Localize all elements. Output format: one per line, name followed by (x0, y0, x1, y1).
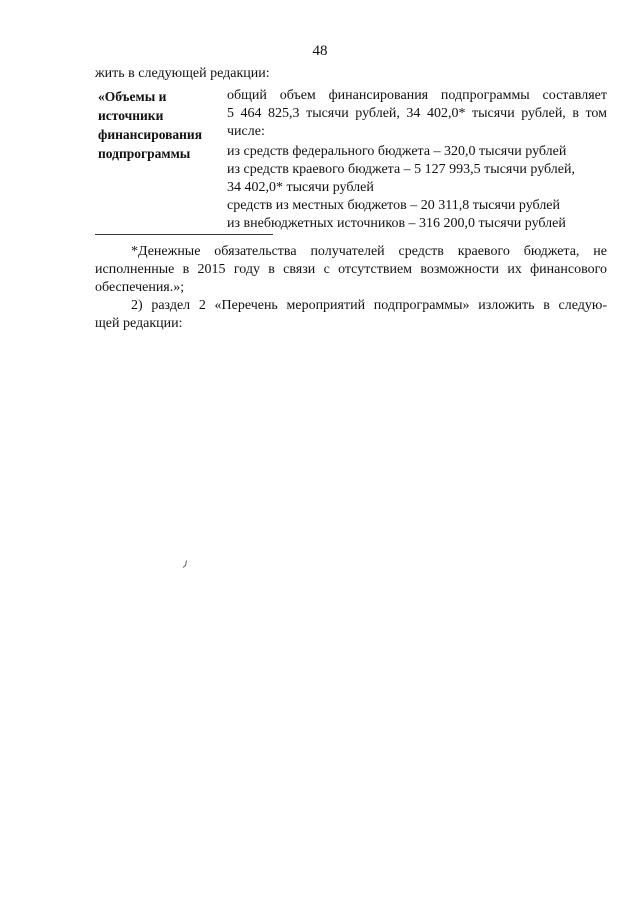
page-number: 48 (312, 43, 328, 59)
footnote-line: обеспечения.»; (95, 280, 185, 295)
paragraph-line: щей редакции: (95, 316, 183, 331)
paragraph-line: 2) раздел 2 «Перечень мероприятий подпрограммы» изложить в следую- (131, 298, 607, 313)
value-line: 5 464 825,3 тысячи рублей, 34 402,0* тысячи рублей, в том (227, 106, 607, 121)
label-line: «Объемы и (98, 89, 167, 104)
value-line: 34 402,0* тысячи рублей (227, 180, 374, 195)
value-line: числе: (227, 124, 265, 139)
value-line: из внебюджетных источников – 316 200,0 тысячи рублей (227, 216, 566, 231)
passport-value (227, 87, 607, 233)
label-line: подпрограммы (98, 146, 191, 161)
footnote-line: исполненные в 2015 году в связи с отсутствием возможности их финансового (95, 262, 607, 277)
stray-mark (182, 560, 188, 568)
passport-label (98, 87, 220, 163)
footnote-line: *Денежные обязательства получателей средств краевого бюджета, не (131, 244, 607, 259)
value-line: из средств федерального бюджета – 320,0 тысячи рублей (227, 144, 567, 159)
label-line: финансирования (98, 127, 203, 142)
paragraph-2 (95, 297, 607, 333)
intro-line: жить в следующей редакции: (95, 66, 270, 81)
value-line: общий объем финансирования подпрограммы составляет (227, 88, 607, 103)
value-line: средств из местных бюджетов – 20 311,8 тысячи рублей (227, 198, 561, 213)
footnote-rule (95, 234, 273, 235)
footnote (95, 243, 607, 297)
label-line: источники (98, 108, 164, 123)
value-line: из средств краевого бюджета – 5 127 993,5 тысячи рублей, (227, 162, 575, 177)
